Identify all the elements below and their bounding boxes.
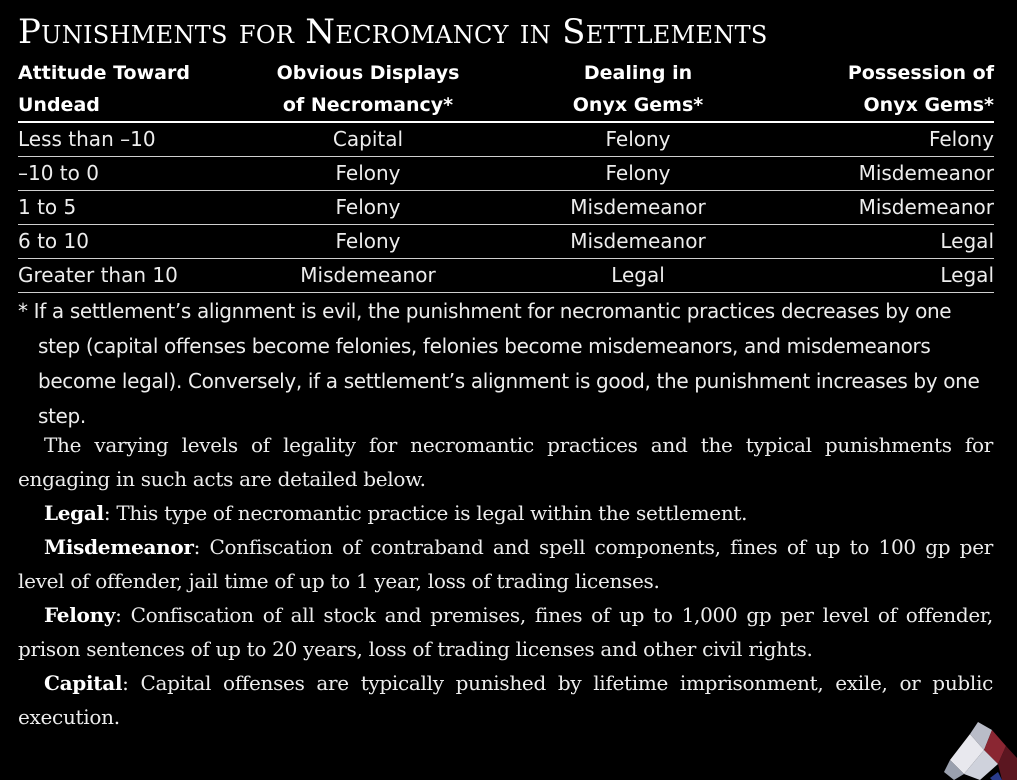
table-row bbox=[18, 157, 994, 191]
table-footnote: * If a settlement’s alignment is evil, the punishment for necromantic practices decreases by one step (capital offenses become felonies, felonies become misdemeanors, and misdemeanors become legal). Conversely, if a settlement’s alignment is good, the punishment increases by one step. bbox=[18, 299, 980, 428]
table-cell: Legal bbox=[940, 229, 994, 253]
header-obvious-displays bbox=[268, 56, 468, 122]
header-attitude bbox=[18, 56, 268, 122]
table-cell: Misdemeanor bbox=[858, 195, 994, 219]
table-cell: Misdemeanor bbox=[858, 161, 994, 185]
header-line: Attitude Toward bbox=[18, 62, 190, 84]
legality-description bbox=[18, 428, 993, 734]
entry-term: Legal bbox=[44, 501, 104, 525]
ornament-gem-icon bbox=[940, 700, 1017, 780]
entry-term: Felony bbox=[44, 603, 116, 627]
table-cell: Less than –10 bbox=[18, 127, 156, 151]
table-cell: Felony bbox=[605, 127, 671, 151]
table-cell: Misdemeanor bbox=[570, 229, 706, 253]
table-cell: Felony bbox=[335, 161, 401, 185]
table-row bbox=[18, 122, 994, 157]
header-line: Onyx Gems* bbox=[572, 94, 704, 116]
table-row bbox=[18, 191, 994, 225]
header-possession-onyx bbox=[808, 56, 994, 122]
entry-text: : Capital offenses are typically punished by lifetime imprisonment, exile, or public execution. bbox=[18, 671, 993, 729]
header-line: Possession of bbox=[847, 62, 994, 84]
entry-text: : Confiscation of all stock and premises, fines of up to 1,000 gp per level of offender, prison sentences of up to 20 years, loss of trading licenses and other civil rights. bbox=[18, 603, 993, 661]
table-cell: Felony bbox=[928, 127, 994, 151]
table-row bbox=[18, 259, 994, 293]
table-cell: Felony bbox=[605, 161, 671, 185]
entry-legal bbox=[18, 496, 993, 530]
table-cell: Felony bbox=[335, 229, 401, 253]
header-line: Obvious Displays bbox=[276, 62, 460, 84]
entry-felony bbox=[18, 598, 993, 666]
table-cell: 6 to 10 bbox=[18, 229, 89, 253]
page-title: Punishments for Necromancy in Settlements bbox=[18, 12, 768, 52]
header-line: Onyx Gems* bbox=[863, 94, 994, 116]
table-cell: Legal bbox=[940, 263, 994, 287]
intro-paragraph: The varying levels of legality for necromantic practices and the typical punishments for engaging in such acts are detailed below. bbox=[18, 433, 993, 491]
header-line: of Necromancy* bbox=[282, 94, 454, 116]
table-cell: Misdemeanor bbox=[570, 195, 706, 219]
table-row bbox=[18, 225, 994, 259]
entry-misdemeanor bbox=[18, 530, 993, 598]
header-line: Dealing in bbox=[583, 62, 693, 84]
entry-term: Misdemeanor bbox=[44, 535, 194, 559]
entry-text: : This type of necromantic practice is legal within the settlement. bbox=[103, 501, 748, 525]
table-cell: Greater than 10 bbox=[18, 263, 178, 287]
table-cell: Legal bbox=[611, 263, 665, 287]
table-header-row bbox=[18, 56, 994, 122]
entry-text: : Confiscation of contraband and spell components, fines of up to 100 gp per level of offender, jail time of up to 1 year, loss of trading licenses. bbox=[18, 535, 993, 593]
table-cell: Felony bbox=[335, 195, 401, 219]
table-cell: Capital bbox=[332, 127, 404, 151]
punishments-table bbox=[18, 56, 994, 293]
table-cell: Misdemeanor bbox=[300, 263, 436, 287]
header-dealing-onyx bbox=[468, 56, 808, 122]
entry-capital bbox=[18, 666, 993, 734]
table-cell: 1 to 5 bbox=[18, 195, 77, 219]
table-cell: –10 to 0 bbox=[18, 161, 99, 185]
entry-term: Capital bbox=[44, 671, 123, 695]
header-line: Undead bbox=[18, 94, 100, 116]
